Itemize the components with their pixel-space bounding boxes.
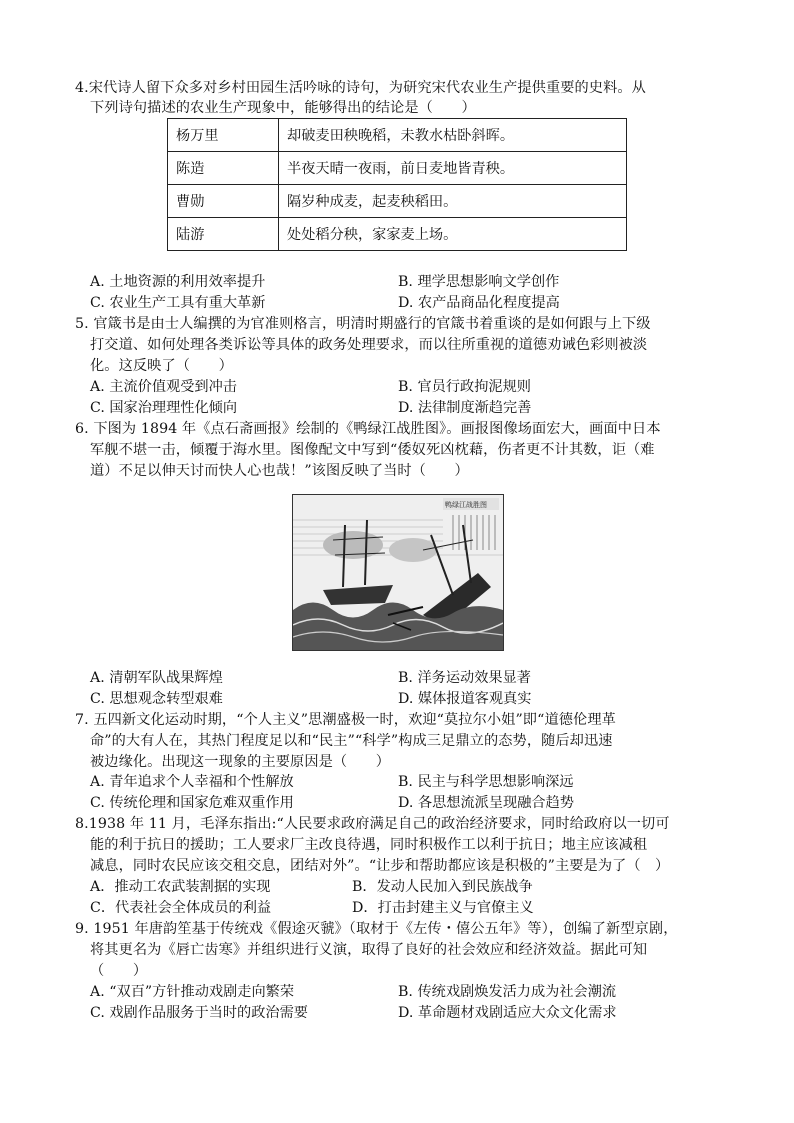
- q7-stem-line-2: 命”的大有人在，其热门程度足以和“民主”“科学”构成三足鼎立的态势，随后却迅速: [90, 733, 613, 749]
- q5-stem-line-2: 打交道、如何处理各类诉讼等具体的政务处理要求，而以往所重视的道德劝诫色彩则被淡: [90, 337, 648, 353]
- poet-cell: 陆游: [168, 218, 279, 251]
- q4-option-c: C. 农业生产工具有重大革新: [90, 295, 266, 311]
- q8-option-b: B．发动人民加入到民族战争: [352, 879, 533, 895]
- q8-option-c: C．代表社会全体成员的利益: [90, 900, 272, 916]
- q6-option-a: A. 清朝军队战果辉煌: [90, 670, 223, 686]
- poem-table: [167, 118, 627, 251]
- q7-stem-line-1: 7. 五四新文化运动时期，“个人主义”思潮盛极一时，欢迎“莫拉尔小姐”即“道德伦理革: [75, 712, 616, 728]
- q7-option-d: D. 各思想流派呈现融合趋势: [398, 795, 574, 811]
- q4-option-a: A. 土地资源的利用效率提升: [90, 274, 266, 290]
- q9-stem-line-1: 9. 1951 年唐韵笙基于传统戏《假途灭虢》（取材于《左传・僖公五年》等），创编了新型京剧，: [75, 921, 678, 937]
- q6-option-d: D. 媒体报道客观真实: [398, 691, 532, 707]
- q9-stem-line-3: （ ）: [90, 963, 148, 979]
- verse-cell: 却破麦田秧晚稻，未教水枯卧斜晖。: [279, 119, 627, 152]
- table-row: [168, 185, 627, 218]
- verse-cell: 半夜天晴一夜雨，前日麦地皆青秧。: [279, 152, 627, 185]
- q4-option-d: D. 农产品商品化程度提高: [398, 295, 560, 311]
- table-row: [168, 152, 627, 185]
- q6-stem-line-2: 军舰不堪一击，倾覆于海水里。图像配文中写到“倭奴死凶枕藉，伤者更不计其数，讵（难: [90, 442, 655, 458]
- q9-option-a: A. “双百”方针推动戏剧走向繁荣: [90, 984, 295, 1000]
- q5-option-c: C. 国家治理理性化倾向: [90, 400, 238, 416]
- q5-option-b: B. 官员行政拘泥规则: [398, 379, 531, 395]
- q9-option-c: C. 戏剧作品服务于当时的政治需要: [90, 1005, 308, 1021]
- q7-stem-line-3: 被边缘化。出现这一现象的主要原因是（ ）: [90, 754, 391, 770]
- q9-option-d: D. 革命题材戏剧适应大众文化需求: [398, 1005, 617, 1021]
- q8-stem-line-1: 8.1938 年 11 月，毛泽东指出:“人民要求政府满足自己的政治经济要求，同时给政府以一切可: [75, 816, 670, 832]
- battle-illustration: [292, 494, 504, 651]
- poet-cell: 曹勋: [168, 185, 279, 218]
- q5-option-d: D. 法律制度渐趋完善: [398, 400, 532, 416]
- q8-option-a: A．推动工农武装割据的实现: [90, 879, 271, 895]
- q5-option-a: A. 主流价值观受到冲击: [90, 379, 237, 395]
- q7-option-b: B. 民主与科学思想影响深远: [398, 774, 574, 790]
- q5-stem-line-3: 化。这反映了（ ）: [90, 358, 233, 374]
- q8-stem-line-2: 能的利于抗日的援助；工人要求厂主改良待遇，同时积极作工以利于抗日；地主应该减租: [90, 837, 648, 853]
- q4-option-b: B. 理学思想影响文学创作: [398, 274, 560, 290]
- q6-option-b: B. 洋务运动效果显著: [398, 670, 531, 686]
- q6-option-c: C. 思想观念转型艰难: [90, 691, 223, 707]
- table-row: [168, 218, 627, 251]
- figure-caption: 鸭绿江战胜图: [445, 501, 487, 509]
- poet-cell: 杨万里: [168, 119, 279, 152]
- q9-stem-line-2: 将其更名为《唇亡齿寒》并组织进行义演，取得了良好的社会效应和经济效益。据此可知: [90, 942, 648, 958]
- q6-stem-line-1: 6. 下图为 1894 年《点石斋画报》绘制的《鸭绿江战胜图》。画报图像场面宏大，画面中日本: [75, 421, 661, 437]
- q9-option-b: B. 传统戏剧焕发活力成为社会潮流: [398, 984, 617, 1000]
- verse-cell: 处处稻分秧，家家麦上场。: [279, 218, 627, 251]
- q6-stem-line-3: 道）不足以伸天讨而快人心也哉！”该图反映了当时（ ）: [90, 463, 469, 479]
- table-row: [168, 119, 627, 152]
- q4-stem-line-1: 4.宋代诗人留下众多对乡村田园生活吟咏的诗句，为研究宋代农业生产提供重要的史料。从: [75, 80, 646, 96]
- q7-option-c: C. 传统伦理和国家危难双重作用: [90, 795, 294, 811]
- verse-cell: 隔岁种成麦，起麦秧稻田。: [279, 185, 627, 218]
- q8-option-d: D．打击封建主义与官僚主义: [352, 900, 534, 916]
- q8-stem-line-3: 减息，同时农民应该交租交息，团结对外”。“让步和帮助都应该是积极的”主要是为了（ ）: [90, 858, 670, 874]
- q7-option-a: A. 青年追求个人幸福和个性解放: [90, 774, 294, 790]
- q5-stem-line-1: 5. 官箴书是由士人编撰的为官准则格言，明清时期盛行的官箴书着重谈的是如何跟与上下级: [75, 316, 651, 332]
- poet-cell: 陈造: [168, 152, 279, 185]
- q4-stem-line-2: 下列诗句描述的农业生产现象中，能够得出的结论是（ ）: [90, 100, 476, 116]
- naval-battle-engraving: [293, 495, 503, 650]
